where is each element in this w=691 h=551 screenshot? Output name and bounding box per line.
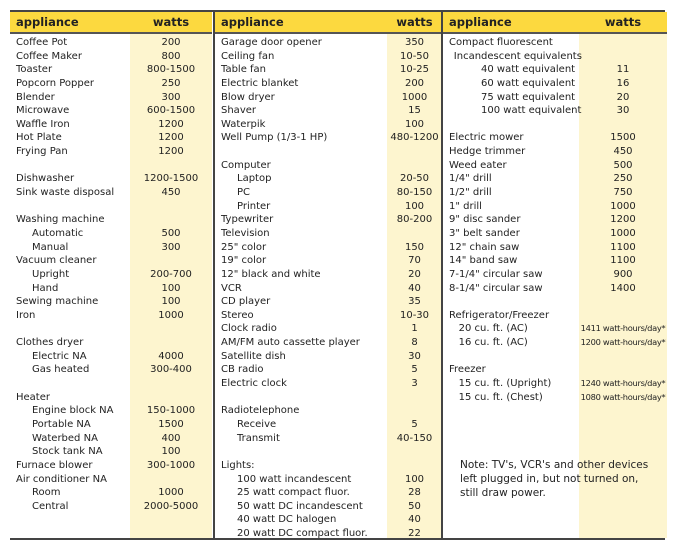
appliance-name: CB radio (221, 364, 264, 376)
column-header (215, 12, 442, 34)
appliance-name: Waterpik (221, 118, 266, 130)
table-row (443, 391, 667, 405)
appliance-name: Radiotelephone (221, 405, 300, 417)
table-row (10, 377, 212, 391)
table-row (443, 36, 667, 50)
table-row (10, 268, 212, 282)
table-row (443, 377, 667, 391)
watts-value: 40-150 (396, 432, 433, 444)
appliance-name: 60 watt equivalent (481, 77, 576, 89)
watts-value: 16 (616, 77, 630, 89)
table-row (10, 445, 212, 459)
appliance-name: AM/FM auto cassette player (221, 337, 360, 349)
watts-value: 5 (411, 364, 418, 376)
appliance-name: Vacuum cleaner (16, 255, 97, 267)
appliance-name: Blender (16, 91, 55, 103)
table-row (10, 432, 212, 446)
table-row (10, 350, 212, 364)
watts-value: 10-25 (399, 64, 430, 76)
watts-value: 500 (161, 227, 181, 239)
watts-value: 1500 (158, 418, 184, 430)
table-row (10, 282, 212, 296)
table-row (10, 391, 212, 405)
appliance-name: Washing machine (16, 214, 105, 226)
appliance-name: Clock radio (221, 323, 277, 335)
appliance-name: Furnace blower (16, 459, 93, 471)
table-row (443, 227, 667, 241)
table-row (443, 241, 667, 255)
watts-value: 200 (404, 77, 425, 89)
watts-value: 100 (404, 473, 425, 485)
table-row (443, 268, 667, 282)
appliance-name: Popcorn Popper (16, 77, 94, 89)
table-row (10, 200, 212, 214)
watts-value: 1 (411, 323, 418, 335)
table-row (10, 459, 212, 473)
appliance-name: 7-1/4" circular saw (449, 268, 543, 280)
table-row (215, 104, 442, 118)
watts-value: 1200-1500 (143, 173, 199, 185)
table-row (215, 213, 442, 227)
watts-value: 480-1200 (390, 132, 439, 144)
table-row (215, 227, 442, 241)
table-row (215, 445, 442, 459)
appliance-name: CD player (221, 296, 271, 308)
watts-value: 1000 (158, 309, 184, 321)
appliance-name: Ceiling fan (221, 50, 275, 62)
watts-value: 80-150 (396, 187, 433, 199)
table-row (443, 145, 667, 159)
table-row (10, 36, 212, 50)
appliance-name: Satellite dish (221, 350, 286, 362)
watts-value: 3 (411, 378, 418, 390)
table-row (215, 473, 442, 487)
table-row (443, 254, 667, 268)
appliance-name: Table fan (221, 64, 267, 76)
appliance-name: Electric clock (221, 378, 287, 390)
appliance-name: Automatic (32, 227, 84, 239)
table-row (10, 363, 212, 377)
appliance-name: Heater (16, 391, 50, 403)
watts-value: 400 (161, 432, 181, 444)
table-row (10, 500, 212, 514)
appliance-name: Stock tank NA (32, 446, 103, 458)
table-row (10, 309, 212, 323)
table-row (215, 404, 442, 418)
header-appliance: appliance (449, 15, 512, 29)
table-rows (215, 36, 442, 541)
watts-value: 200-700 (150, 268, 192, 280)
table-row (215, 254, 442, 268)
watts-value: 100 (161, 296, 181, 308)
appliance-name: Refrigerator/Freezer (449, 309, 550, 321)
appliance-name: Engine block NA (32, 405, 114, 417)
table-row (10, 104, 212, 118)
table-row (215, 268, 442, 282)
table-row (215, 241, 442, 255)
appliance-name: Electric blanket (221, 77, 299, 89)
watts-value: 1200 (158, 132, 184, 144)
watts-value: 300 (161, 91, 181, 103)
header-watts: watts (604, 15, 642, 29)
watts-value: 250 (161, 77, 181, 89)
watts-value: 20 (408, 268, 421, 280)
watts-value: 30 (616, 105, 630, 117)
table-row (443, 309, 667, 323)
table-row (443, 336, 667, 350)
appliance-name: 12" chain saw (449, 241, 520, 253)
appliance-name: Toaster (16, 64, 53, 76)
watts-value: 20 (616, 91, 630, 103)
watts-value: 1200 (158, 146, 184, 158)
table-rows (10, 36, 212, 513)
appliance-wattage-table (10, 10, 665, 540)
appliance-name: Coffee Maker (16, 50, 82, 62)
appliance-name: PC (237, 187, 251, 199)
table-row (215, 432, 442, 446)
table-row (443, 282, 667, 296)
table-row (10, 486, 212, 500)
table-row (10, 418, 212, 432)
watts-value: 1200 (610, 214, 636, 226)
watts-value: 28 (408, 487, 421, 499)
watts-value: 1411 watt-hours/day* (580, 323, 666, 334)
table-row (10, 131, 212, 145)
watts-value: 30 (408, 350, 421, 362)
table-row (443, 213, 667, 227)
appliance-name: 16 cu. ft. (AC) (458, 337, 528, 349)
table-row (10, 322, 212, 336)
table-row (443, 118, 667, 132)
table-row (215, 513, 442, 527)
appliance-name: Stereo (221, 309, 254, 321)
table-row (10, 336, 212, 350)
appliance-name: Well Pump (1/3-1 HP) (221, 132, 328, 144)
appliance-name: Coffee Pot (16, 37, 68, 48)
appliance-name: Frying Pan (16, 146, 68, 158)
watts-value: 450 (161, 187, 181, 199)
appliance-name: 15 cu. ft. (Chest) (458, 391, 543, 403)
watts-value: 1200 watt-hours/day* (580, 337, 666, 348)
appliance-name: Waterbed NA (32, 432, 98, 444)
watts-value: 300-400 (150, 364, 192, 376)
appliance-name: Manual (32, 241, 69, 253)
watts-value: 1200 (158, 118, 184, 130)
watts-value: 800-1500 (146, 64, 196, 76)
table-row (443, 172, 667, 186)
table-row (215, 500, 442, 514)
appliance-name: 100 watt incandescent (237, 473, 352, 485)
appliance-name: Microwave (16, 105, 70, 117)
table-row (10, 295, 212, 309)
watts-value: 1240 watt-hours/day* (580, 378, 666, 389)
watts-value: 40 (408, 282, 421, 294)
table-row (10, 159, 212, 173)
watts-value: 4000 (158, 350, 184, 362)
table-row (215, 118, 442, 132)
column-header (10, 12, 212, 34)
table-row (10, 50, 212, 64)
table-row (215, 172, 442, 186)
appliance-name: 9" disc sander (449, 214, 521, 226)
table-row (215, 200, 442, 214)
watts-value: 2000-5000 (143, 500, 199, 512)
watts-value: 1000 (401, 91, 428, 103)
table-row (10, 254, 212, 268)
table-row (10, 404, 212, 418)
watts-value: 100 (404, 118, 425, 130)
watts-value: 500 (613, 159, 633, 171)
appliance-name: Iron (16, 309, 36, 321)
watts-value: 100 (404, 200, 425, 212)
table-row (215, 377, 442, 391)
watts-value: 600-1500 (146, 105, 196, 117)
appliance-name: Freezer (449, 364, 486, 376)
table-row (215, 322, 442, 336)
table-column-2 (213, 12, 442, 538)
appliance-name: Dishwasher (16, 173, 75, 185)
watts-value: 1100 (610, 255, 636, 267)
appliance-name: Clothes dryer (16, 337, 84, 349)
header-appliance: appliance (16, 15, 79, 29)
appliance-name: Laptop (237, 173, 272, 185)
watts-value: 300 (161, 241, 181, 253)
table-row (443, 295, 667, 309)
table-row (443, 91, 667, 105)
table-row (10, 77, 212, 91)
appliance-name: 20 cu. ft. (AC) (458, 323, 528, 335)
watts-value: 40 (408, 514, 421, 526)
table-row (443, 363, 667, 377)
appliance-name: Portable NA (32, 418, 91, 430)
watts-value: 5 (411, 418, 418, 430)
table-row (10, 172, 212, 186)
appliance-name: Electric mower (449, 132, 524, 144)
table-rows (443, 36, 667, 404)
watts-value: 1400 (610, 282, 636, 294)
watts-value: 1080 watt-hours/day* (580, 391, 666, 402)
table-row (215, 309, 442, 323)
table-row (215, 391, 442, 405)
table-row (10, 118, 212, 132)
watts-value: 350 (404, 37, 425, 48)
appliance-name: Sewing machine (16, 296, 99, 308)
table-row (215, 282, 442, 296)
table-row (215, 418, 442, 432)
appliance-name: Receive (237, 418, 277, 430)
table-row (10, 213, 212, 227)
watts-value: 1000 (610, 200, 636, 212)
table-row (443, 104, 667, 118)
appliance-name: Blow dryer (221, 91, 275, 103)
table-row (10, 186, 212, 200)
appliance-name: 19" color (221, 255, 267, 267)
table-row (215, 295, 442, 309)
watts-value: 450 (613, 146, 633, 158)
table-row (215, 131, 442, 145)
watts-value: 150 (404, 241, 425, 253)
appliance-name: Room (32, 487, 61, 499)
appliance-name: Transmit (237, 432, 280, 444)
appliance-name: 50 watt DC incandescent (237, 500, 363, 512)
watts-value: 50 (408, 500, 421, 512)
table-row (215, 91, 442, 105)
table-row (443, 50, 667, 64)
appliance-name: Electric NA (32, 350, 87, 362)
appliance-name: Weed eater (449, 159, 507, 171)
appliance-name: Typewriter (221, 214, 274, 226)
appliance-name: Hedge trimmer (449, 146, 526, 158)
appliance-name: 8-1/4" circular saw (449, 282, 543, 294)
table-row (215, 77, 442, 91)
appliance-name: 25" color (221, 241, 267, 253)
table-row (215, 36, 442, 50)
appliance-name: Hot Plate (16, 132, 62, 144)
table-row (443, 186, 667, 200)
appliance-name: Central (32, 500, 69, 512)
table-column-3 (441, 12, 667, 538)
watts-value: 8 (411, 337, 418, 349)
watts-value: 800 (161, 50, 181, 62)
appliance-name: 3" belt sander (449, 227, 520, 239)
watts-value: 70 (408, 255, 421, 267)
watts-value: 750 (613, 187, 633, 199)
appliance-name: Gas heated (32, 364, 90, 376)
appliance-name: Hand (32, 282, 59, 294)
watts-value: 150-1000 (146, 405, 196, 417)
table-row (443, 63, 667, 77)
table-row (10, 145, 212, 159)
appliance-name: 20 watt DC compact fluor. (237, 528, 368, 540)
appliance-name: 1" drill (449, 200, 482, 212)
table-row (215, 186, 442, 200)
table-row (10, 227, 212, 241)
header-watts: watts (396, 15, 433, 29)
watts-value: 20-50 (399, 173, 430, 185)
appliance-name: 1/4" drill (449, 173, 492, 185)
appliance-name: 100 watt equivalent (481, 105, 582, 117)
watts-value: 900 (613, 268, 633, 280)
header-appliance: appliance (221, 15, 284, 29)
appliance-name: Shaver (221, 105, 256, 117)
appliance-name: 40 watt DC halogen (237, 514, 337, 526)
table-row (443, 131, 667, 145)
appliance-name: VCR (221, 282, 242, 294)
watts-value: 100 (161, 282, 181, 294)
table-row (215, 486, 442, 500)
appliance-name: Air conditioner NA (16, 473, 107, 485)
watts-value: 1000 (610, 227, 636, 239)
watts-value: 11 (616, 64, 630, 76)
appliance-name: Computer (221, 159, 271, 171)
appliance-name: 15 cu. ft. (Upright) (458, 378, 552, 390)
table-row (443, 77, 667, 91)
appliance-name: 12" black and white (221, 268, 321, 280)
appliance-name: 25 watt compact fluor. (237, 487, 350, 499)
appliance-name: 1/2" drill (449, 187, 492, 199)
watts-value: 1500 (610, 132, 636, 144)
appliance-name: 40 watt equivalent (481, 64, 576, 76)
table-row (10, 63, 212, 77)
watts-value: 100 (161, 446, 181, 458)
watts-value: 10-30 (399, 309, 430, 321)
appliance-name: Sink waste disposal (16, 187, 115, 199)
table-row (443, 322, 667, 336)
table-row (215, 350, 442, 364)
appliance-name: Garage door opener (221, 37, 322, 48)
watts-value: 1000 (158, 487, 184, 499)
watts-value: 10-50 (399, 50, 430, 62)
table-row (215, 459, 442, 473)
table-row (10, 91, 212, 105)
table-row (215, 63, 442, 77)
appliance-name: Lights: (221, 459, 255, 471)
watts-value: 15 (408, 105, 421, 117)
table-row (215, 363, 442, 377)
watts-value: 22 (408, 528, 421, 540)
table-row (443, 159, 667, 173)
appliance-name: Waffle Iron (16, 118, 70, 130)
appliance-name: Television (221, 227, 270, 239)
table-row (10, 473, 212, 487)
appliance-name: 75 watt equivalent (481, 91, 576, 103)
appliance-name: Compact fluorescent (449, 37, 553, 48)
appliance-name: Printer (237, 200, 271, 212)
column-header (443, 12, 667, 34)
watts-value: 35 (408, 296, 421, 308)
table-row (215, 159, 442, 173)
watts-value: 1100 (610, 241, 636, 253)
table-row (443, 350, 667, 364)
header-watts: watts (152, 15, 190, 29)
table-row (215, 336, 442, 350)
watts-value: 200 (161, 37, 181, 48)
table-row (215, 145, 442, 159)
table-row (10, 241, 212, 255)
appliance-name: Upright (32, 268, 70, 280)
table-row (215, 527, 442, 541)
watts-value: 300-1000 (146, 459, 196, 471)
standby-power-note: Note: TV's, VCR's and other devices left plugged in, but not turned on, still draw power. (460, 459, 649, 499)
table-row (215, 50, 442, 64)
table-row (443, 200, 667, 214)
watts-value: 80-200 (396, 214, 433, 226)
appliance-name: Incandescent equivalents (453, 50, 582, 62)
table-column-1 (10, 12, 212, 538)
watts-value: 250 (613, 173, 633, 185)
appliance-name: 14" band saw (449, 255, 518, 267)
